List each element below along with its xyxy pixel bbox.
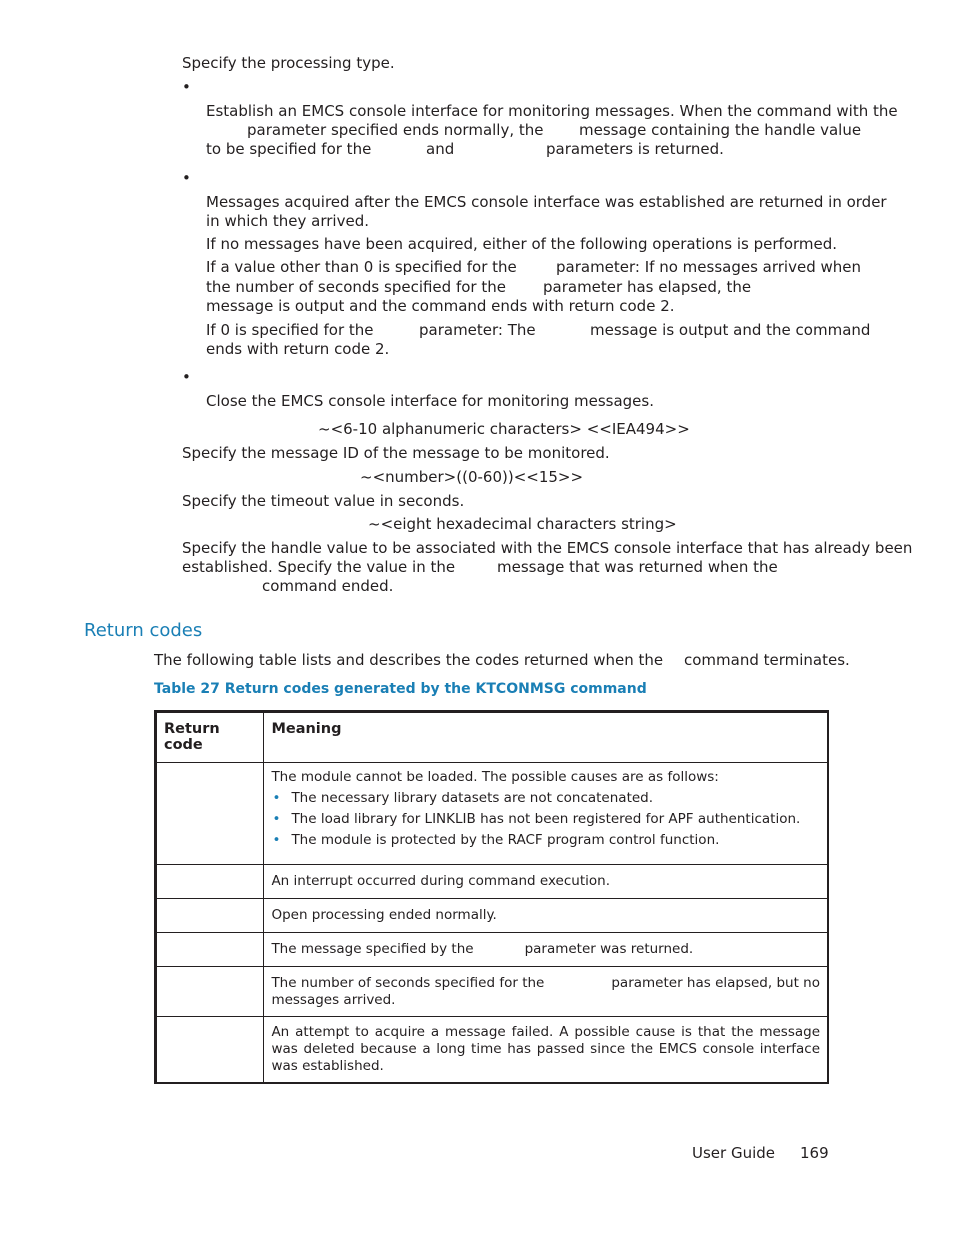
handle-text: Specify the handle value to be associated with the EMCS console interface that has already been [182,539,913,557]
table-row [156,967,829,1017]
messages-text: If no messages have been acquired, either of the following operations is performed. [206,235,838,253]
meaning-cell: An interrupt occurred during command execution. [264,865,828,899]
bullet-icon: • [272,790,281,806]
meaning-text: The number of seconds specified for the [271,975,545,991]
meaning-cell [264,933,828,967]
cause-list [271,788,820,851]
return-code-cell [156,763,264,865]
processing-type-text: Specify the processing type. [182,54,395,72]
messages-text: message is output and the command [590,321,871,339]
messages-text: If 0 is specified for the [206,321,374,339]
timeout-text: Specify the timeout value in seconds. [182,492,465,510]
return-code-cell [156,967,264,1017]
table-row [156,763,829,865]
footer-label: User Guide [692,1144,776,1162]
meaning-text: messages arrived. [271,992,396,1008]
meaning-cell: Open processing ended normally. [264,899,828,933]
handle-text: command ended. [262,577,394,595]
handle-text: established. Specify the value in the [182,558,456,576]
section-intro: The following table lists and describes the codes returned when the [154,651,664,669]
messages-text: parameter: If no messages arrived when [556,258,862,276]
table-row [156,1017,829,1084]
establish-text: and [426,140,455,158]
meaning-text: The message specified by the [271,941,474,957]
handle-syntax: ~<eight hexadecimal characters string> [368,515,677,533]
meaning-text: parameter was returned. [524,941,694,957]
page-number: 169 [800,1144,829,1162]
msgid-syntax: ~<6-10 alphanumeric characters> <<IEA494>> [318,420,690,438]
establish-text: parameter specified ends normally, the [247,121,544,139]
establish-text: message containing the handle value [579,121,862,139]
bullet-icon: • [272,811,281,827]
header-return-code: Return code [156,712,264,763]
bullet: • [182,169,191,187]
messages-text: message is output and the command ends with return code 2. [206,297,675,315]
messages-text: the number of seconds specified for the [206,278,506,296]
section-title: Return codes [84,620,203,641]
msgid-text: Specify the message ID of the message to be monitored. [182,444,610,462]
establish-text: Establish an EMCS console interface for monitoring messages. When the command with the [206,102,898,120]
establish-text: parameters is returned. [546,140,724,158]
list-item-text: The necessary library datasets are not concatenated. [291,790,654,806]
table-header-row [156,712,829,763]
list-item [271,788,820,809]
meaning-text: The module cannot be loaded. The possible causes are as follows: [271,769,719,785]
return-code-cell [156,1017,264,1084]
messages-text: parameter has elapsed, the [543,278,752,296]
close-text: Close the EMCS console interface for monitoring messages. [206,392,654,410]
handle-text: message that was returned when the [497,558,778,576]
table-caption: Table 27 Return codes generated by the KTCONMSG command [154,681,647,697]
list-item [271,830,820,851]
establish-text: to be specified for the [206,140,372,158]
header-meaning: Meaning [264,712,828,763]
messages-text: ends with return code 2. [206,340,390,358]
meaning-cell: An attempt to acquire a message failed. A possible cause is that the message was deleted because a long time has passed since the EMCS console interface was established. [264,1017,828,1084]
list-item-text: The load library for LINKLIB has not been registered for APF authentication. [291,811,801,827]
bullet: • [182,368,191,386]
list-item [271,809,820,830]
list-item-text: The module is protected by the RACF program control function. [291,832,720,848]
meaning-cell [264,967,828,1017]
return-codes-table [154,710,829,1084]
messages-text: Messages acquired after the EMCS console interface was established are returned in order [206,193,887,211]
table-row [156,933,829,967]
messages-text: If a value other than 0 is specified for the [206,258,517,276]
messages-text: parameter: The [419,321,536,339]
timeout-syntax: ~<number>((0-60))<<15>> [360,468,584,486]
messages-text: in which they arrived. [206,212,369,230]
section-intro: command terminates. [684,651,850,669]
meaning-text: parameter has elapsed, but no [611,975,820,991]
return-code-cell [156,933,264,967]
table-row [156,865,829,899]
bullet-icon: • [272,832,281,848]
meaning-cell [264,763,828,865]
return-code-cell [156,865,264,899]
table-row [156,899,829,933]
bullet: • [182,78,191,96]
return-code-cell [156,899,264,933]
